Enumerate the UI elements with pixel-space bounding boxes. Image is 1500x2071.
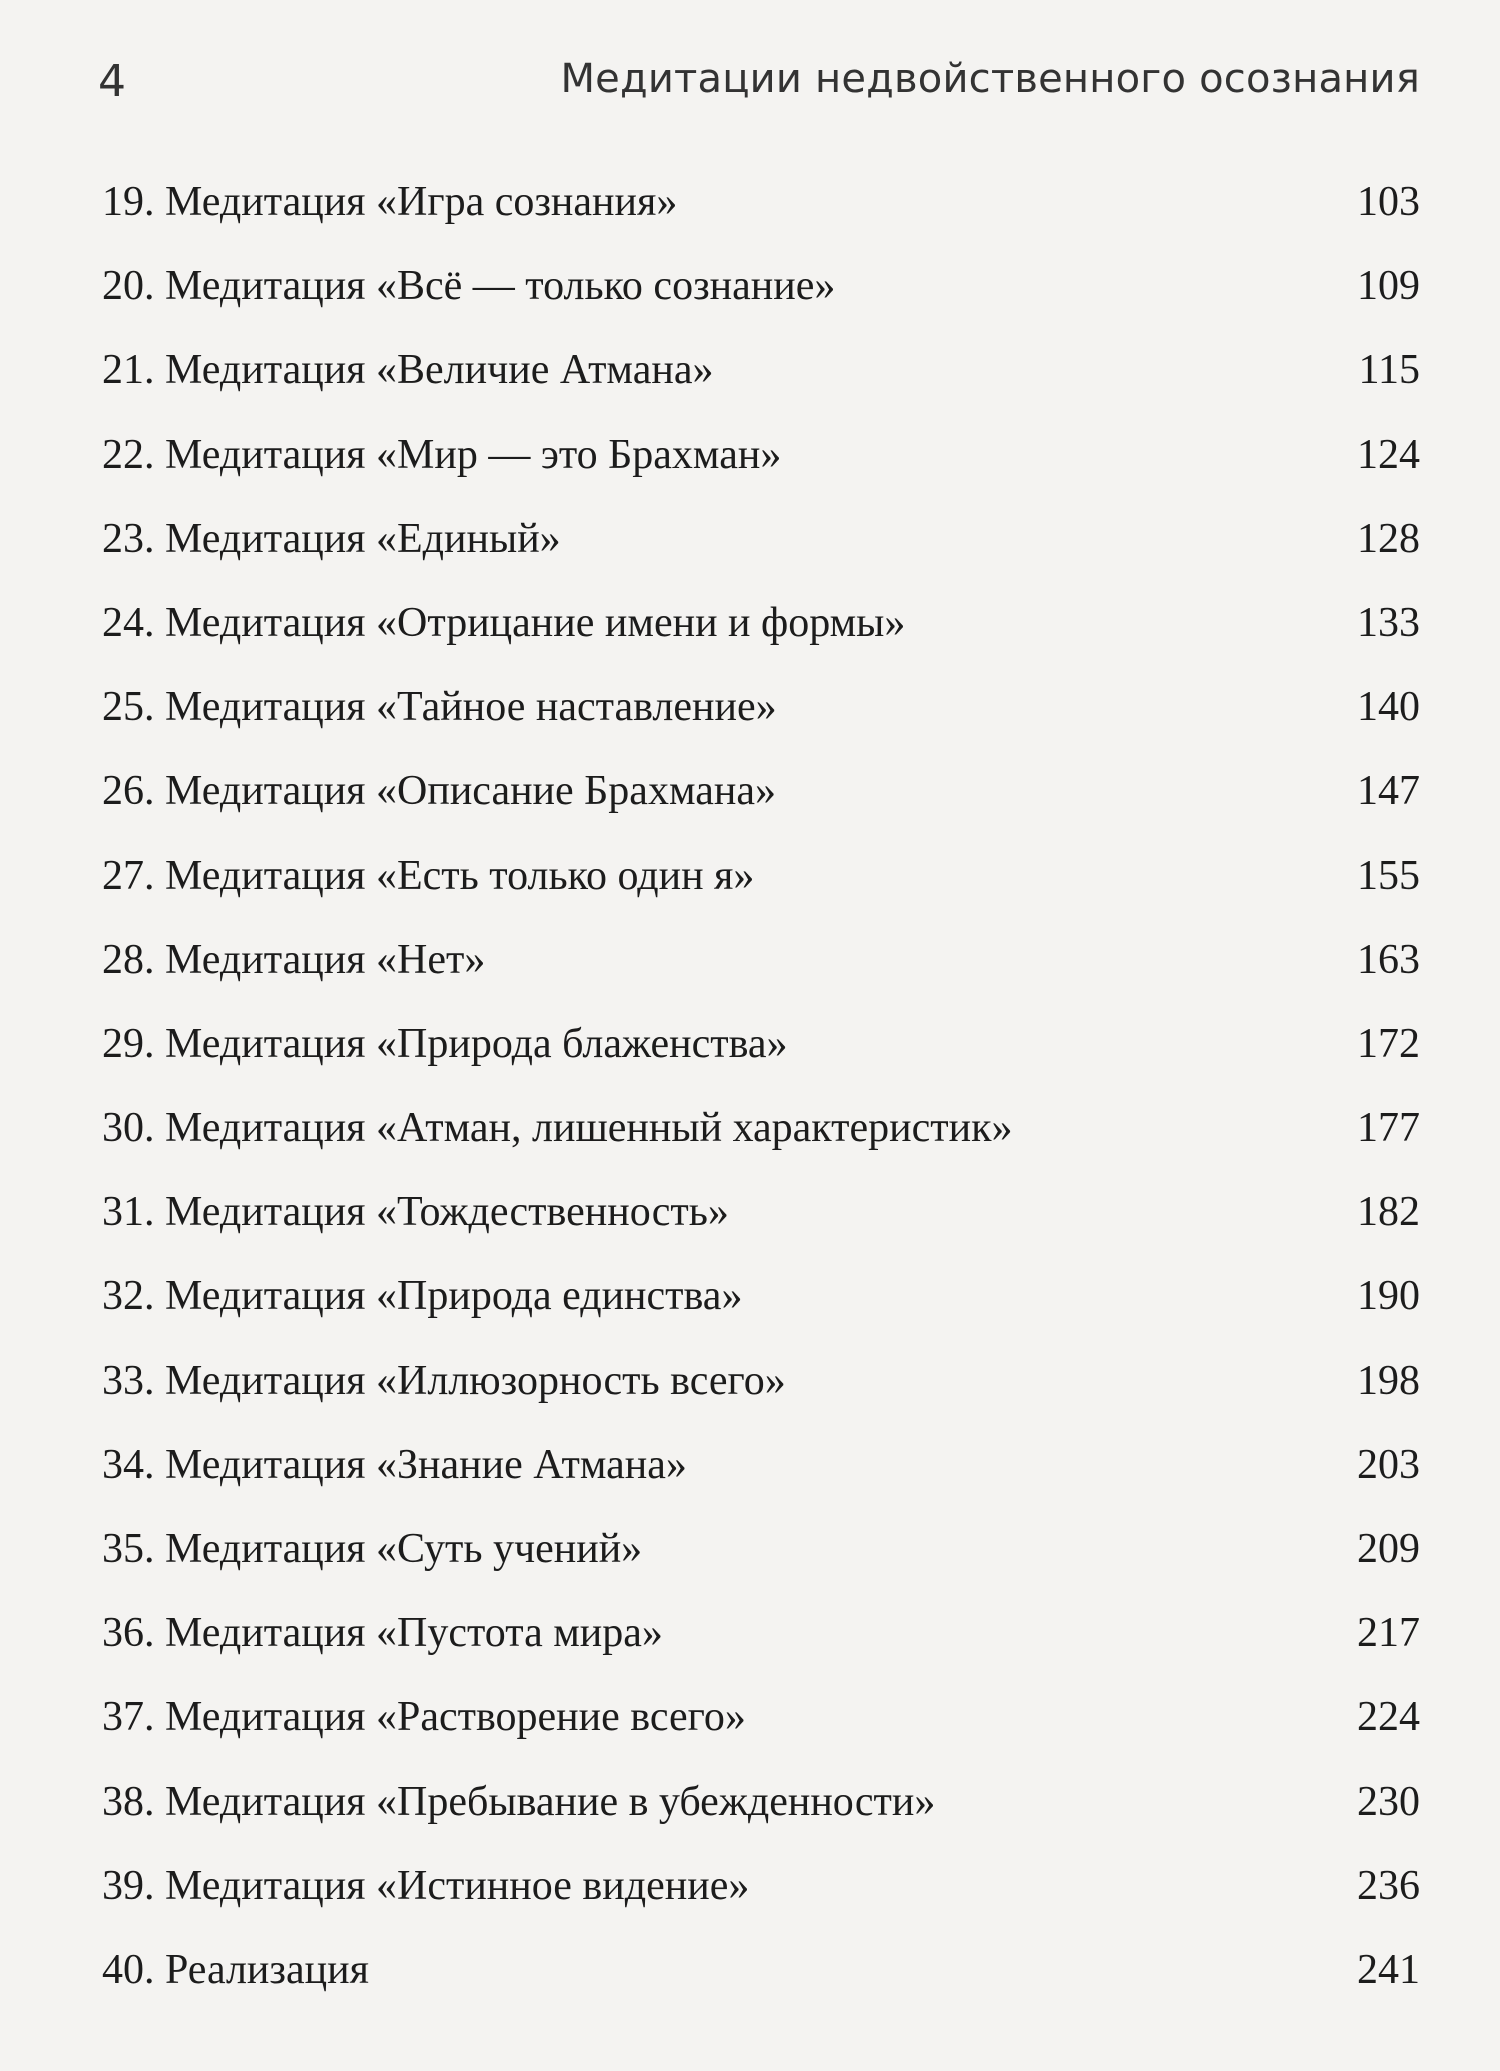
toc-entry <box>102 1254 1420 1338</box>
toc-entry-page-number: 198 <box>1357 1357 1420 1404</box>
toc-entry-page-number: 103 <box>1357 179 1420 225</box>
toc-entry-title: 40. Реализация <box>102 1946 369 1993</box>
toc-entry-title: 25. Медитация «Тайное наставление» <box>102 684 777 731</box>
toc-entry-page-number: 147 <box>1357 768 1420 815</box>
toc-entry-title: 27. Медитация «Есть только один я» <box>102 852 755 899</box>
toc-entry <box>102 1760 1420 1844</box>
toc-entry <box>102 497 1420 581</box>
toc-entry <box>102 1507 1420 1591</box>
toc-entry <box>102 328 1420 412</box>
table-of-contents <box>102 160 1420 2012</box>
toc-entry-title: 30. Медитация «Атман, лишенный характеристик» <box>102 1105 1013 1152</box>
toc-entry-title: 38. Медитация «Пребывание в убежденности» <box>102 1778 936 1825</box>
toc-entry-title: 36. Медитация «Пустота мира» <box>102 1610 663 1657</box>
page-header <box>98 48 1420 128</box>
toc-entry <box>102 1844 1420 1928</box>
toc-entry-page-number: 155 <box>1357 852 1420 899</box>
toc-entry <box>102 413 1420 497</box>
toc-entry <box>102 834 1420 918</box>
toc-entry-title: 34. Медитация «Знание Атмана» <box>102 1441 687 1488</box>
toc-entry <box>102 1675 1420 1759</box>
toc-entry-page-number: 133 <box>1357 599 1420 646</box>
toc-entry-title: 23. Медитация «Единый» <box>102 515 561 562</box>
toc-entry-title: 24. Медитация «Отрицание имени и формы» <box>102 599 906 646</box>
page-number: 4 <box>98 56 126 107</box>
toc-entry-title: 39. Медитация «Истинное видение» <box>102 1862 750 1909</box>
toc-entry <box>102 665 1420 749</box>
toc-entry-page-number: 182 <box>1357 1189 1420 1236</box>
toc-entry-page-number: 172 <box>1357 1020 1420 1067</box>
toc-entry-title: 20. Медитация «Всё — только сознание» <box>102 263 836 310</box>
toc-entry-page-number: 217 <box>1357 1610 1420 1657</box>
toc-entry-page-number: 203 <box>1357 1441 1420 1488</box>
toc-entry <box>102 1170 1420 1254</box>
toc-entry <box>102 581 1420 665</box>
toc-entry-page-number: 209 <box>1357 1526 1420 1572</box>
toc-entry-title: 21. Медитация «Величие Атмана» <box>102 347 714 394</box>
toc-entry <box>102 1928 1420 2012</box>
toc-entry-title: 33. Медитация «Иллюзорность всего» <box>102 1357 786 1404</box>
toc-entry <box>102 1002 1420 1086</box>
toc-entry-page-number: 115 <box>1358 347 1420 394</box>
toc-entry <box>102 1086 1420 1170</box>
toc-entry-title: 37. Медитация «Растворение всего» <box>102 1694 746 1741</box>
toc-entry <box>102 160 1420 244</box>
toc-entry-title: 32. Медитация «Природа единства» <box>102 1273 743 1320</box>
toc-entry-page-number: 140 <box>1357 684 1420 731</box>
toc-entry-page-number: 230 <box>1357 1778 1420 1825</box>
toc-entry-page-number: 190 <box>1357 1273 1420 1320</box>
toc-entry-page-number: 163 <box>1357 936 1420 983</box>
toc-entry-page-number: 177 <box>1357 1105 1420 1152</box>
toc-entry-page-number: 128 <box>1357 515 1420 562</box>
toc-entry-page-number: 224 <box>1357 1694 1420 1741</box>
toc-entry-title: 26. Медитация «Описание Брахмана» <box>102 768 776 815</box>
toc-entry-title: 22. Медитация «Мир — это Брахман» <box>102 431 782 478</box>
toc-entry-title: 19. Медитация «Игра сознания» <box>102 179 678 225</box>
toc-entry-title: 28. Медитация «Нет» <box>102 936 486 983</box>
toc-entry-page-number: 236 <box>1357 1862 1420 1909</box>
toc-entry-page-number: 109 <box>1357 263 1420 310</box>
toc-entry-page-number: 241 <box>1357 1946 1420 1993</box>
toc-entry-title: 29. Медитация «Природа блаженства» <box>102 1020 788 1067</box>
toc-entry <box>102 1591 1420 1675</box>
toc-entry <box>102 918 1420 1002</box>
toc-entry-title: 31. Медитация «Тождественность» <box>102 1189 729 1236</box>
toc-entry <box>102 749 1420 833</box>
toc-entry <box>102 244 1420 328</box>
toc-entry-page-number: 124 <box>1357 431 1420 478</box>
toc-entry <box>102 1423 1420 1507</box>
running-title: Медитации недвойственного осознания <box>560 56 1420 102</box>
toc-entry-title: 35. Медитация «Суть учений» <box>102 1526 643 1572</box>
toc-entry <box>102 1339 1420 1423</box>
